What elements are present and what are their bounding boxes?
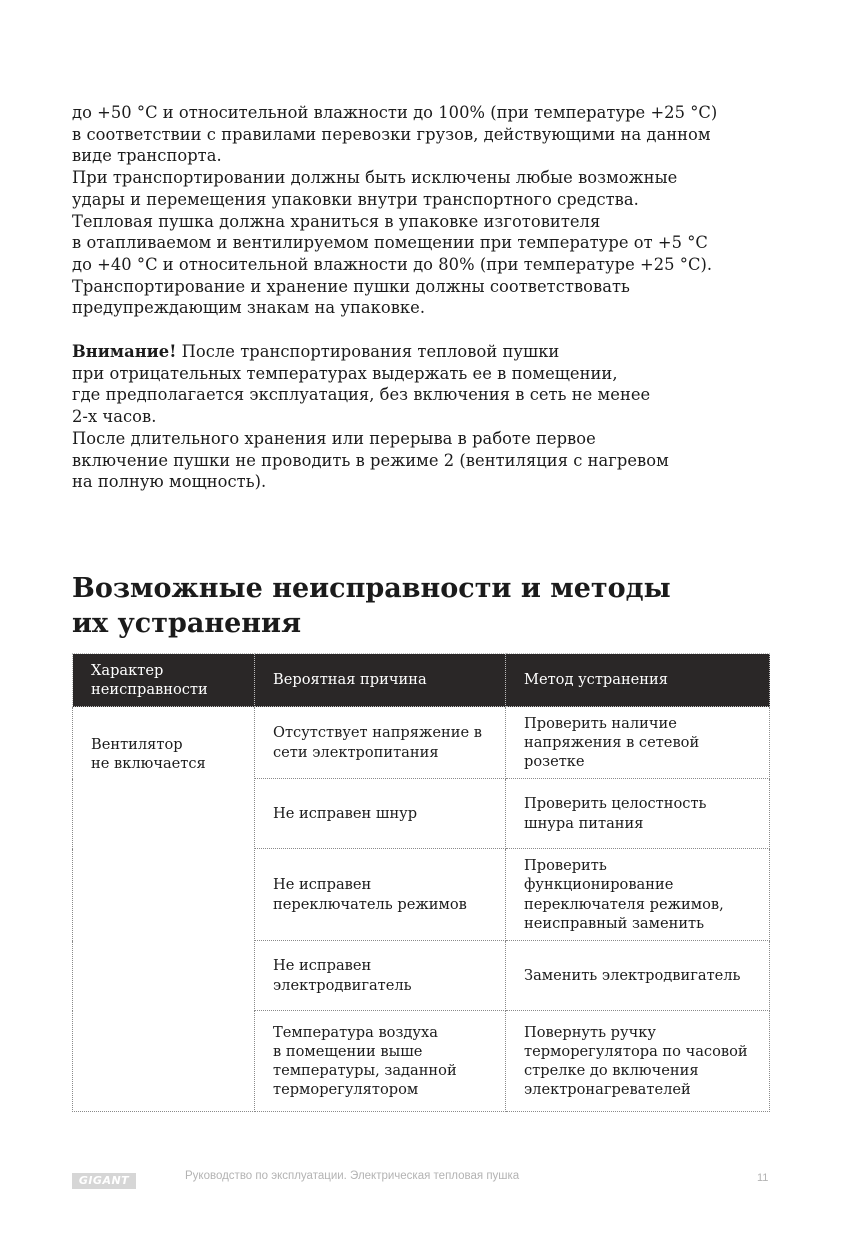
text-line: Тепловая пушка должна храниться в упаковке изготовителя: [72, 211, 601, 231]
text-line: до +40 °С и относительной влажности до 80% (при температуре +25 °С).: [72, 254, 713, 274]
cell-text: не включается: [91, 755, 206, 773]
text-line: Транспортирование и хранение пушки должны соответствовать: [72, 276, 630, 296]
header-text: неисправности: [91, 681, 208, 698]
cell-text: электродвигатель: [273, 976, 412, 994]
cell-text: переключателя режимов,: [524, 895, 724, 913]
warning-label: Внимание!: [72, 342, 177, 361]
cell-text: Отсутствует напряжение в: [273, 724, 482, 742]
cell-text: стрелке до включения: [524, 1062, 699, 1079]
text-line: 2-х часов.: [72, 407, 157, 427]
text-line: После длительного хранения или перерыва в работе первое: [72, 428, 596, 448]
header-remedy: [506, 654, 770, 707]
section-title-line: Возможные неисправности и методы: [72, 573, 671, 604]
footer-manual-title: Руководство по эксплуатации. Электрическая тепловая пушка: [185, 1170, 520, 1182]
cell-text: терморегулятором: [273, 1081, 419, 1099]
cause-cell: [255, 779, 506, 849]
cell-text: Вентилятор: [91, 736, 183, 753]
cell-text: неисправный заменить: [524, 914, 705, 932]
text-line: в соответствии с правилами перевозки грузов, действующими на данном: [72, 124, 711, 144]
warning-first-line: [72, 341, 792, 363]
cell-text: Повернуть ручку: [524, 1023, 656, 1041]
warning-text: [72, 341, 792, 493]
storage-transport-text: [72, 102, 792, 319]
text-line: виде транспорта.: [72, 146, 222, 166]
text-line: в отапливаемом и вентилируемом помещении при температуре от +5 °С: [72, 233, 708, 253]
cell-text: Не исправен шнур: [273, 804, 418, 822]
page-number: 11: [757, 1172, 769, 1184]
table-header-row: [73, 654, 770, 707]
cell-text: Заменить электродвигатель: [524, 966, 741, 984]
cell-text: сети электропитания: [273, 743, 439, 761]
remedy-cell: [506, 707, 770, 779]
header-text: Характер: [91, 661, 164, 679]
cell-text: функционирование: [524, 876, 674, 894]
cause-cell: [255, 707, 506, 779]
text-line: на полную мощность).: [72, 472, 267, 492]
text-line: до +50 °С и относительной влажности до 100% (при температуре +25 °С): [72, 103, 718, 122]
cell-text: шнура питания: [524, 814, 644, 832]
cause-cell: [255, 849, 506, 941]
cell-text: Не исправен: [273, 957, 372, 975]
cell-text: Температура воздуха: [273, 1023, 438, 1041]
cell-text: напряжения в сетевой: [524, 733, 700, 751]
cause-cell: [255, 1011, 506, 1112]
cell-text: температуры, заданной: [273, 1062, 457, 1079]
text-line: При транспортировании должны быть исключены любые возможные: [72, 168, 678, 188]
header-fault: [73, 654, 255, 707]
brand-logo: GIGANT: [72, 1173, 136, 1189]
remedy-cell: [506, 849, 770, 941]
section-title: [72, 571, 671, 641]
cause-cell: [255, 941, 506, 1011]
troubleshooting-table: [72, 653, 770, 1112]
cell-text: электронагревателей: [524, 1081, 691, 1099]
cell-text: в помещении выше: [273, 1042, 423, 1060]
cell-text: Не исправен: [273, 876, 372, 894]
remedy-cell: [506, 941, 770, 1011]
cell-text: Проверить целостность: [524, 795, 707, 813]
table-row: [73, 707, 770, 779]
text-line: предупреждающим знакам на упаковке.: [72, 298, 426, 318]
fault-cell: [73, 707, 255, 1112]
text-line: включение пушки не проводить в режиме 2 (вентиляция с нагревом: [72, 450, 669, 470]
section-title-line: их устранения: [72, 608, 302, 639]
cell-text: терморегулятора по часовой: [524, 1042, 748, 1060]
cell-text: Проверить: [524, 857, 607, 875]
text-line: при отрицательных температурах выдержать ее в помещении,: [72, 363, 618, 383]
remedy-cell: [506, 1011, 770, 1112]
header-text: Метод устранения: [524, 671, 668, 689]
cell-text: Проверить наличие: [524, 714, 677, 732]
text-line: удары и перемещения упаковки внутри транспортного средства.: [72, 189, 639, 209]
warning-first-line-rest: После транспортирования тепловой пушки: [176, 342, 560, 361]
remedy-cell: [506, 779, 770, 849]
header-cause: [255, 654, 506, 707]
header-text: Вероятная причина: [273, 671, 427, 689]
cell-text: розетке: [524, 753, 585, 771]
cell-text: переключатель режимов: [273, 895, 467, 913]
text-line: где предполагается эксплуатация, без включения в сеть не менее: [72, 385, 651, 405]
